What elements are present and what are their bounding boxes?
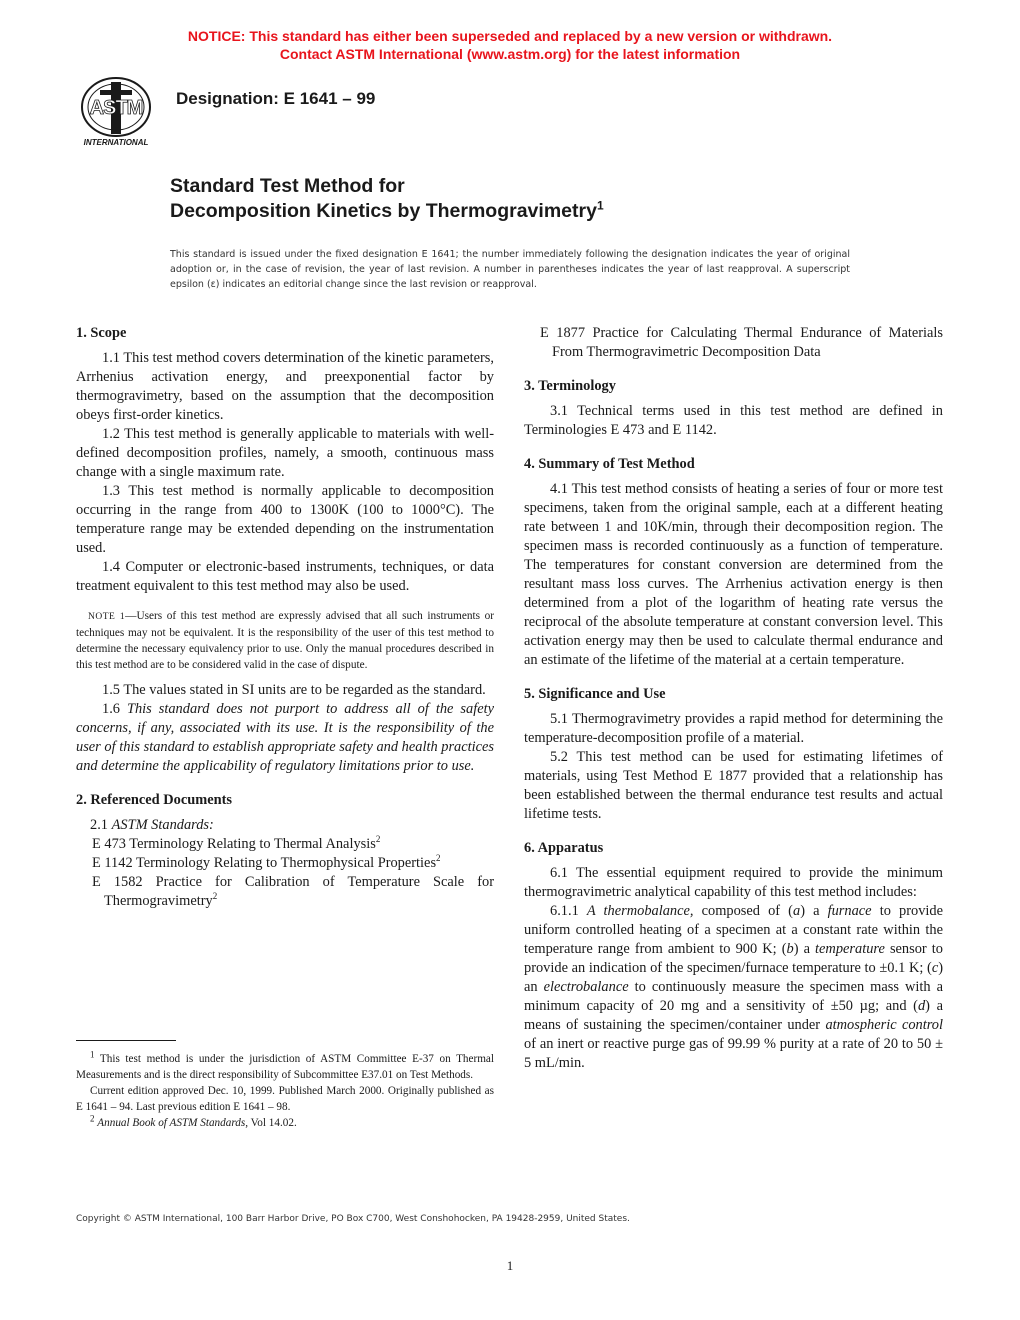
p611-c: c bbox=[931, 960, 939, 976]
para-5-2: 5.2 This test method can be used for estimating lifetimes of materials, using Test Method E 1877 provided that a relationship has been established between the thermal endurance test results and actual lifetime tests. bbox=[524, 749, 943, 822]
title-line-1: Standard Test Method for bbox=[170, 175, 405, 197]
p611-d: d bbox=[917, 998, 926, 1014]
reference-e1142-mark: 2 bbox=[436, 853, 441, 864]
footnote-rule bbox=[76, 1040, 176, 1041]
notice-banner bbox=[0, 27, 1020, 63]
reference-e473-text: E 473 Terminology Relating to Thermal Analysis bbox=[92, 836, 376, 852]
section-1-heading: 1. Scope bbox=[76, 325, 127, 341]
document-title bbox=[170, 174, 604, 224]
footnote-1-mark: 1 bbox=[90, 1049, 95, 1060]
title-line-2-text: Decomposition Kinetics by Thermogravimetry bbox=[170, 200, 597, 222]
para-1-2: 1.2 This test method is generally applicable to materials with well-defined decomposition profiles, namely, a smooth, continuous mass change with a single maximum rate. bbox=[76, 426, 494, 480]
p611-thermobalance: A thermobalance, bbox=[586, 903, 694, 919]
title-footnote-mark: 1 bbox=[596, 198, 604, 213]
para-1-6 bbox=[76, 700, 494, 776]
para-4-1: 4.1 This test method consists of heating a series of four or more test specimens, taken from the original sample, each at a different heating rate between 1 and 10K/min, through their decomposition region. The specimen mass is recorded continuously as a function of temperature. The temperatures for constant conversion are determined from the resultant mass loss curves. The Arrhenius activation energy is then determined from a plot of the logarithm of heating rate versus the reciprocal of the absolute temperature at constant conversion level. This activation energy may then be used to calculate thermal endurance and an estimate of the lifetime of the material at a certain temperature. bbox=[524, 481, 943, 668]
reference-e1142-text: E 1142 Terminology Relating to Thermophysical Properties bbox=[92, 855, 437, 871]
section-2-heading: 2. Referenced Documents bbox=[76, 792, 232, 808]
p611-t2: composed of ( bbox=[701, 903, 793, 919]
p611-t12: ) an bbox=[524, 960, 943, 995]
logo-text: ASTM bbox=[89, 97, 143, 119]
para-1-3: 1.3 This test method is normally applicable to decomposition occurring in the range from 400 to 1300K (100 to 1000°C). The temperature range may be extended depending on the instrumentation used. bbox=[76, 483, 494, 556]
astm-logo bbox=[70, 74, 162, 148]
para-1-4: 1.4 Computer or electronic-based instruments, techniques, or data treatment equivalent to this test method may also be used. bbox=[76, 559, 494, 594]
designation: Designation: E 1641 – 99 bbox=[176, 89, 376, 108]
left-column bbox=[76, 324, 494, 911]
p611-t14: to continuously measure the specimen mass with a minimum capacity of 20 mg and a sensitivity of ±50 µg; and ( bbox=[524, 979, 943, 1014]
reference-e1582-mark: 2 bbox=[212, 891, 218, 902]
notice-line-2: Contact ASTM International (www.astm.org) for the latest information bbox=[279, 46, 741, 62]
title-line-2 bbox=[170, 199, 604, 224]
p611-temperature: temperature bbox=[815, 941, 885, 957]
section-5-heading: 5. Significance and Use bbox=[524, 686, 666, 702]
reference-e473-mark: 2 bbox=[375, 834, 381, 845]
p611-t8: ) a bbox=[793, 941, 810, 957]
reference-e1142 bbox=[76, 854, 494, 873]
astm-logo-icon bbox=[70, 74, 162, 148]
copyright: Copyright © ASTM International, 100 Barr Harbor Drive, PO Box C700, West Conshohocken, PA 19428-2959, United States. bbox=[76, 1214, 630, 1224]
issuance-statement: This standard is issued under the fixed designation E 1641; the number immediately following the designation indicates the year of original adoption or, in the case of revision, the year of last revision. A number in parentheses indicates the year of last reapproval. A superscript epsilon (ε) indicates an editorial change since the last revision or reapproval. bbox=[170, 249, 850, 290]
para-2-1-num: 2.1 bbox=[90, 817, 108, 833]
footnote-1 bbox=[76, 1051, 494, 1083]
p611-furnace: furnace bbox=[827, 903, 872, 919]
para-1-1: 1.1 This test method covers determination of the kinetic parameters, Arrhenius activation energy, and preexponential factor by thermogravimetry, based on the assumption that the decomposition obeys first-order kinetics. bbox=[76, 350, 494, 423]
reference-e1582 bbox=[76, 873, 494, 911]
para-5-1: 5.1 Thermogravimetry provides a rapid method for determining the temperature-decomposition profile of a material. bbox=[524, 711, 943, 746]
footnote-2-italic: Annual Book of ASTM Standards, bbox=[97, 1117, 249, 1129]
para-2-1 bbox=[76, 816, 494, 835]
p611-t6: to provide uniform controlled heating of a specimen at a constant rate within the temperature range from ambient to 900 K; ( bbox=[524, 903, 943, 957]
p611-t10: sensor to provide an indication of the specimen/furnace temperature to ±0.1 K; ( bbox=[524, 941, 943, 976]
para-1-6-num: 1.6 bbox=[102, 701, 120, 717]
footnote-2 bbox=[76, 1115, 494, 1131]
p611-atmospheric-control: atmospheric control bbox=[825, 1017, 944, 1033]
footnotes bbox=[76, 1051, 494, 1131]
p611-a: a bbox=[792, 903, 801, 919]
para-1-5: 1.5 The values stated in SI units are to be regarded as the standard. bbox=[102, 682, 486, 698]
page-number: 1 bbox=[506, 1258, 514, 1273]
section-6-heading: 6. Apparatus bbox=[524, 840, 604, 856]
para-6-1-1 bbox=[524, 902, 943, 1073]
p611-t16: ) a means of sustaining the specimen/container under bbox=[524, 998, 943, 1033]
reference-e1582-text: E 1582 Practice for Calibration of Temperature Scale for Thermogravimetry bbox=[92, 874, 494, 909]
para-6-1: 6.1 The essential equipment required to provide the minimum thermogravimetric analytical capability of this test method includes: bbox=[524, 865, 943, 900]
footnote-2-mark: 2 bbox=[90, 1113, 95, 1124]
reference-e473 bbox=[76, 835, 494, 854]
section-4-heading: 4. Summary of Test Method bbox=[524, 456, 695, 472]
footnote-1-edition: Current edition approved Dec. 10, 1999. Published March 2000. Originally published as E 1641 – 94. Last previous edition E 1641 – 98. bbox=[76, 1085, 494, 1113]
note-1 bbox=[76, 608, 494, 673]
logo-subtext: INTERNATIONAL bbox=[83, 138, 149, 147]
para-3-1: 3.1 Technical terms used in this test method are defined in Terminologies E 473 and E 1142. bbox=[524, 403, 943, 438]
footnote-2-text: Vol 14.02. bbox=[250, 1117, 297, 1129]
p611-electrobalance: electrobalance bbox=[543, 979, 629, 995]
p611-num: 6.1.1 bbox=[550, 903, 579, 919]
para-1-6-text: This standard does not purport to address all of the safety concerns, if any, associated with its use. It is the responsibility of the user of this standard to establish appropriate safety and health practices and determine the applicability of regulatory limitations prior to use. bbox=[76, 701, 494, 774]
p611-b: b bbox=[786, 941, 794, 957]
note-1-label: NOTE 1 bbox=[88, 612, 126, 622]
reference-e1877: E 1877 Practice for Calculating Thermal Endurance of Materials From Thermogravimetric Decomposition Data bbox=[540, 325, 943, 360]
note-1-text: —Users of this test method are expressly advised that all such instruments or techniques may not be equivalent. It is the responsibility of the user of this test method to determine the necessary equivalency prior to use. Only the manual procedures described in this test method are to be considered valid in the case of dispute. bbox=[76, 610, 494, 671]
footnote-1-text: This test method is under the jurisdiction of ASTM Committee E-37 on Thermal Measurements and is the direct responsibility of Subcommittee E37.01 on Test Methods. bbox=[76, 1053, 494, 1081]
notice-line-1: NOTICE: This standard has either been superseded and replaced by a new version or withdrawn. bbox=[187, 28, 833, 44]
p611-t4: ) a bbox=[800, 903, 820, 919]
p611-t18: of an inert or reactive purge gas of 99.99 % purity at a rate of 20 to 50 ± 5 mL/min. bbox=[524, 1036, 943, 1071]
para-2-1-text: ASTM Standards: bbox=[111, 817, 214, 833]
right-column bbox=[524, 324, 943, 1073]
section-3-heading: 3. Terminology bbox=[524, 378, 616, 394]
